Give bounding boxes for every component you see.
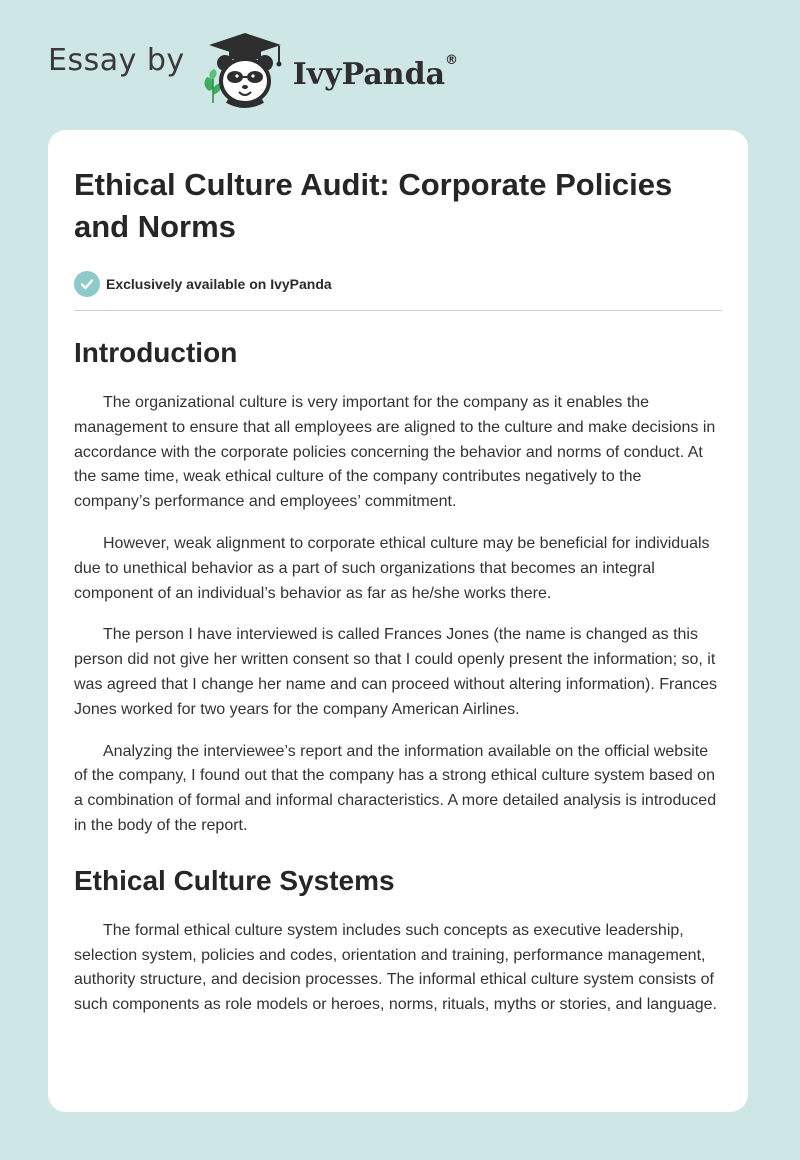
section-ethical-culture-systems: [74, 863, 722, 1018]
paragraph: The organizational culture is very important for the company as it enables the management to ensure that all employees are aligned to the culture and make decisions in accordance with the corporate policies concerning the behavior and norms of conduct. At the same time, weak ethical culture of the company contributes negatively to the company’s performance and employees’ commitment.: [74, 394, 716, 511]
paragraph: However, weak alignment to corporate ethical culture may be beneficial for individuals due to unethical behavior as a part of such organizations that becomes an integral component of an individual’s behavior as far as he/she works there.: [74, 534, 710, 602]
ivypanda-logo[interactable]: [199, 31, 458, 109]
article-title: Ethical Culture Audit: Corporate Policies and Norms: [74, 167, 673, 244]
site-header: [48, 30, 458, 110]
exclusive-label: Exclusively available on IvyPanda: [106, 276, 332, 292]
paragraph: Analyzing the interviewee’s report and the information available on the official website of the company, I found out that the company has a strong ethical culture system based on a combination of formal and informal characteristics. A more detailed analysis is introduced in the body of the report.: [74, 742, 717, 834]
divider: [74, 310, 722, 311]
checkmark-icon: [74, 271, 100, 297]
exclusive-badge: [74, 270, 722, 298]
essay-by-label: Essay by: [48, 42, 185, 78]
panda-mascot-icon: [199, 31, 291, 109]
article-card: [48, 130, 748, 1112]
section-heading: Ethical Culture Systems: [74, 864, 395, 896]
brand-name: IvyPanda®: [292, 52, 459, 92]
paragraph: The person I have interviewed is called Frances Jones (the name is changed as this person did not give her written consent so that I could openly present the information; so, it was agreed that I change her name and can proceed without altering information). Frances Jones worked for two years for the company American Airlines.: [74, 626, 718, 718]
ivy-leaf-icon: [204, 69, 221, 103]
paragraph: The formal ethical culture system includes such concepts as executive leadership, selection system, policies and codes, orientation and training, performance management, authority structure, and decision processes. The informal ethical culture system consists of such components as role models or heroes, norms, rituals, myths or stories, and language.: [74, 921, 717, 1014]
registered-mark: ®: [445, 52, 459, 68]
section-introduction: [74, 335, 722, 839]
section-heading: Introduction: [74, 337, 238, 368]
